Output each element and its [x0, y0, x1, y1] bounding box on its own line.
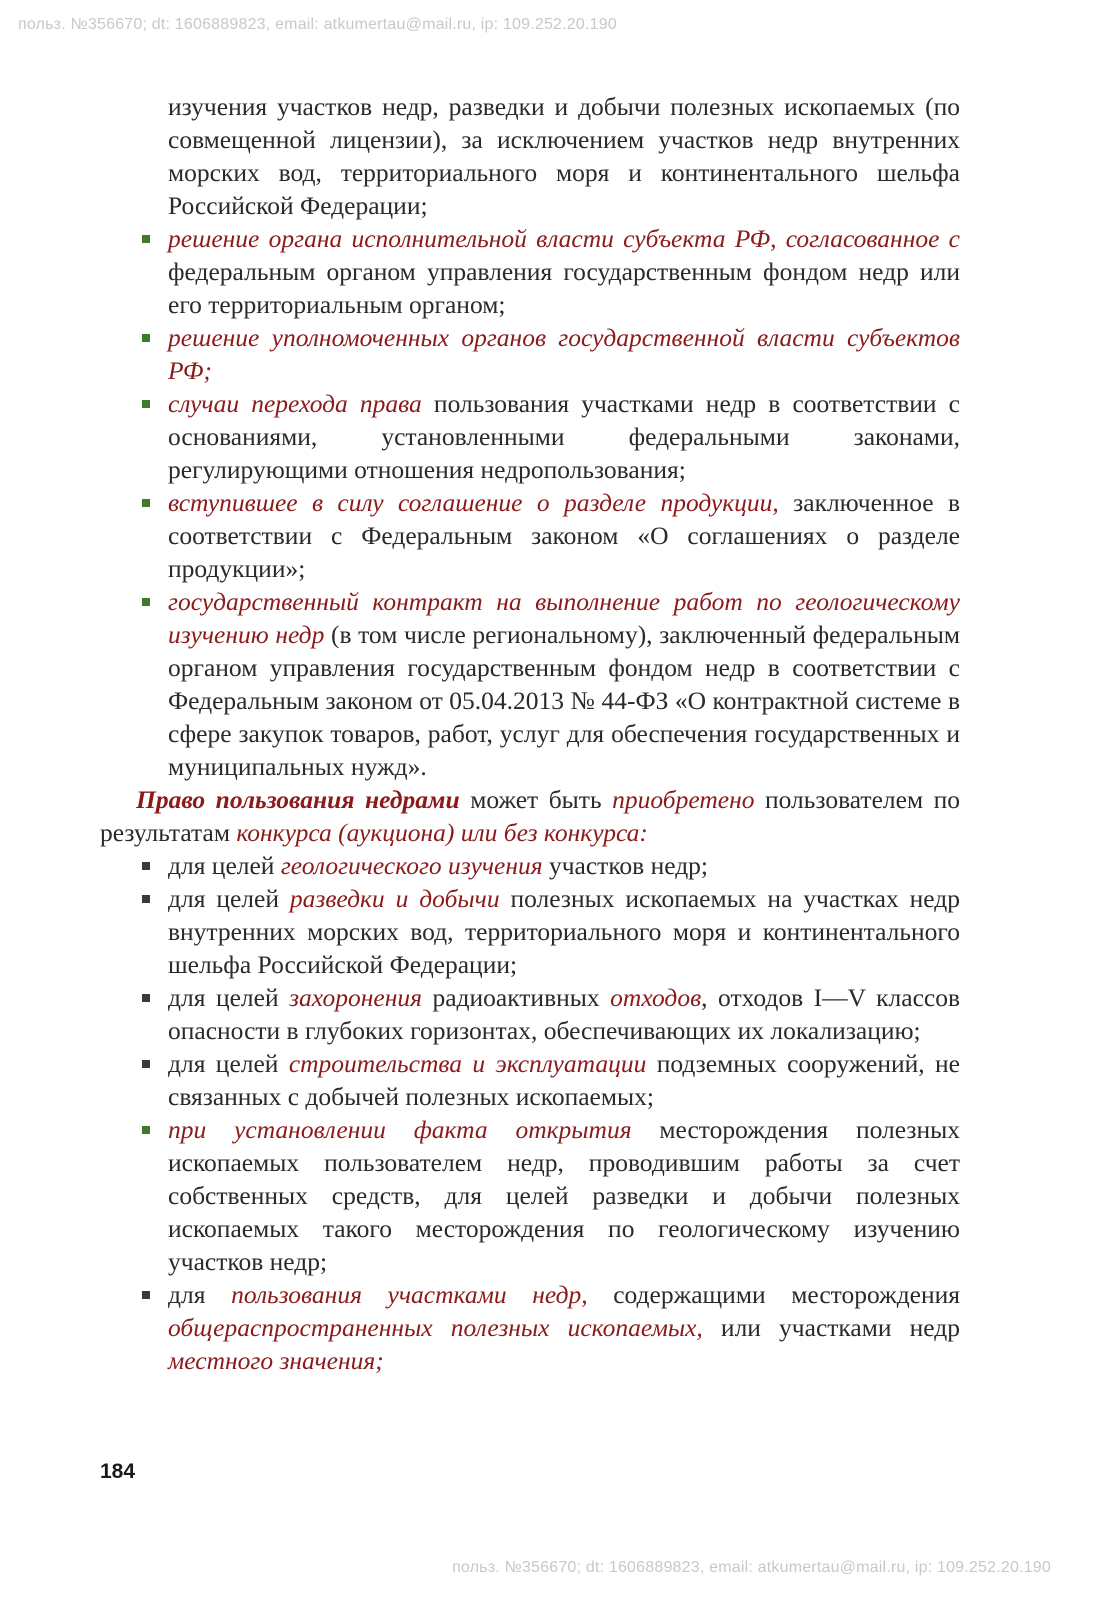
list-item: решение уполномоченных органов государственной власти субъектов РФ;: [100, 321, 960, 387]
square-bullet-icon: [142, 862, 150, 870]
list-item: при установлении факта открытия месторождения полезных ископаемых пользователем недр, проводившим работы за счет собственных средств, для целей разведки и добычи полезных ископаемых такого месторождения по геологическому изучению участков недр;: [100, 1113, 960, 1278]
square-bullet-icon: [142, 1126, 150, 1134]
rights-paragraph: Право пользования недрами может быть приобретено пользователем по результатам конкурса (аукциона) или без конкурса:: [100, 785, 960, 847]
list-item: для целей строительства и эксплуатации подземных сооружений, не связанных с добычей полезных ископаемых;: [100, 1047, 960, 1113]
square-bullet-icon: [142, 1291, 150, 1299]
continuation-text: изучения участков недр, разведки и добычи полезных ископаемых (по совмещенной лицензии), за исключением участков недр внутренних морских вод, территориального моря и континентального шельфа Российской Федерации;: [168, 92, 960, 220]
purposes-list: [100, 849, 960, 1377]
square-bullet-icon: [142, 895, 150, 903]
square-bullet-icon: [142, 1060, 150, 1068]
square-bullet-icon: [142, 400, 150, 408]
page-content: [100, 90, 960, 1377]
watermark-top: польз. №356670; dt: 1606889823, email: atkumertau@mail.ru, ip: 109.252.20.190: [18, 16, 617, 33]
square-bullet-icon: [142, 994, 150, 1002]
page-number: 184: [100, 1460, 136, 1483]
square-bullet-icon: [142, 499, 150, 507]
watermark-bottom: польз. №356670; dt: 1606889823, email: atkumertau@mail.ru, ip: 109.252.20.190: [452, 1559, 1051, 1576]
list-item: для целей разведки и добычи полезных ископаемых на участках недр внутренних морских вод, территориального моря и континентального шельфа Российской Федерации;: [100, 882, 960, 981]
square-bullet-icon: [142, 235, 150, 243]
list-item: для целей захоронения радиоактивных отходов, отходов I—V классов опасности в глубоких горизонтах, обеспечивающих их локализацию;: [100, 981, 960, 1047]
grounds-list: [100, 222, 960, 783]
list-item: решение органа исполнительной власти субъекта РФ, согласованное с федеральным органом управления государственным фондом недр или его территориальным органом;: [100, 222, 960, 321]
list-item: для целей геологического изучения участков недр;: [100, 849, 960, 882]
list-item: вступившее в силу соглашение о разделе продукции, заключенное в соответствии с Федеральным законом «О соглашениях о разделе продукции»;: [100, 486, 960, 585]
list-item: для пользования участками недр, содержащими месторождения общераспространенных полезных ископаемых, или участками недр местного значения;: [100, 1278, 960, 1377]
square-bullet-icon: [142, 334, 150, 342]
square-bullet-icon: [142, 598, 150, 606]
list-item: случаи перехода права пользования участками недр в соответствии с основаниями, установленными федеральными законами, регулирующими отношения недропользования;: [100, 387, 960, 486]
list-item: государственный контракт на выполнение работ по геологическому изучению недр (в том числе региональному), заключенный федеральным органом управления государственным фондом недр в соответствии с Федеральным законом от 05.04.2013 № 44-ФЗ «О контрактной системе в сфере закупок товаров, работ, услуг для обеспечения государственных и муниципальных нужд».: [100, 585, 960, 783]
